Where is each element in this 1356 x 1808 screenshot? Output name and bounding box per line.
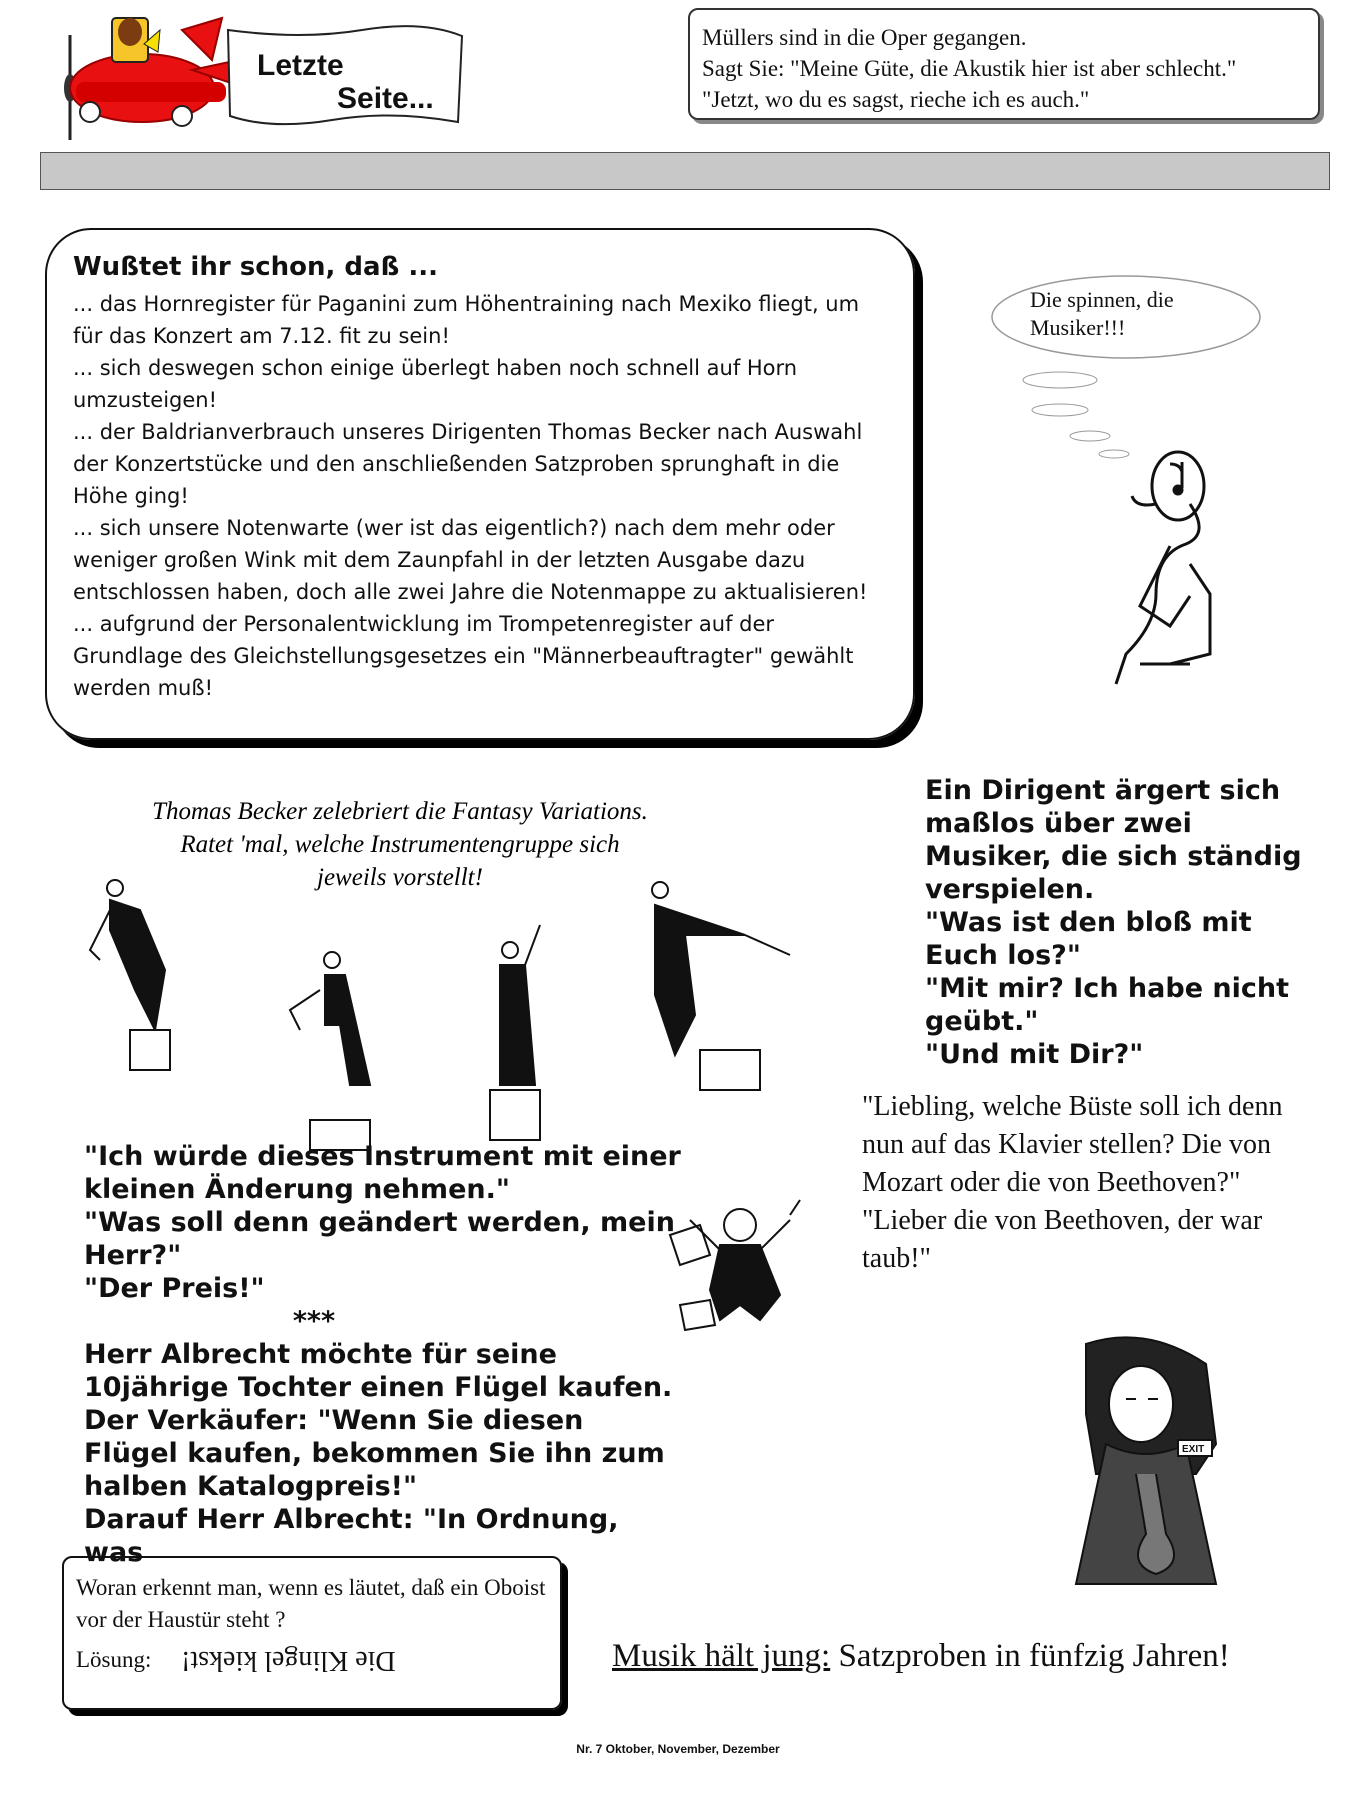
- bust-joke: [862, 1088, 1312, 1278]
- conductor-joke-line: "Was ist den bloß mit Euch los?": [925, 907, 1252, 971]
- oboe-riddle-solution: [76, 1644, 548, 1676]
- jumping-musician-illustration: [660, 1195, 820, 1335]
- conductor-joke-line: Ein Dirigent ärgert sich maßlos über zwei Musiker, die sich ständig verspielen.: [925, 775, 1302, 905]
- banner-title-line2: Seite...: [337, 82, 434, 115]
- conductor-figure-2: [290, 952, 370, 1150]
- joke-line: Herr Albrecht möchte für seine 10jährige Tochter einen Flügel kaufen.: [84, 1339, 673, 1403]
- musik-haelt-jung-rest: Satzproben in fünfzig Jahren!: [830, 1638, 1230, 1674]
- solution-text-upside-down: Die Klingel kiekst!: [181, 1645, 397, 1676]
- plane-banner-logo: [62, 0, 542, 150]
- joke-line: "Ich würde dieses Instrument mit einer kleinen Änderung nehmen.": [84, 1141, 681, 1205]
- thought-bubble-text: Die spinnen, die Musiker!!!: [1030, 287, 1174, 340]
- conductor-figure-1: [90, 880, 170, 1070]
- joke-line: Der Verkäufer: "Wenn Sie diesen Flügel kaufen, bekommen Sie ihn zum halben Katalogpreis!": [84, 1405, 665, 1502]
- caption-line: Thomas Becker zelebriert die Fantasy Variations.: [152, 798, 648, 825]
- did-you-know-box: [45, 228, 915, 740]
- solution-label: Lösung:: [76, 1647, 152, 1672]
- joke-separator: ***: [292, 1306, 336, 1337]
- instrument-jokes: [84, 1140, 684, 1569]
- thought-bubble: [990, 274, 1262, 360]
- conductor-poses-illustration: [70, 880, 840, 1150]
- trumpet-player-illustration: [1066, 1334, 1226, 1594]
- oboe-riddle-question: Woran erkennt man, wenn es läutet, daß ein Oboist vor der Haustür steht ?: [76, 1575, 546, 1632]
- caption-line: Ratet 'mal, welche Instrumentengruppe sich: [180, 831, 620, 858]
- header-divider-bar: [40, 152, 1330, 190]
- caption-line: jeweils vorstellt!: [317, 864, 483, 891]
- musik-haelt-jung-heading: Musik hält jung:: [612, 1638, 831, 1674]
- joke-line: "Was soll denn geändert werden, mein Herr?": [84, 1207, 675, 1271]
- conductor-figure-3: [490, 925, 540, 1140]
- conductor-figure-4: [652, 882, 790, 1090]
- musik-haelt-jung-line: [612, 1638, 1332, 1675]
- opera-joke-line: Sagt Sie: "Meine Güte, die Akustik hier ist aber schlecht.": [702, 56, 1237, 81]
- exit-sign-text: EXIT: [1182, 1444, 1205, 1455]
- opera-joke-line: "Jetzt, wo du es sagst, rieche ich es auch.": [702, 87, 1090, 112]
- issue-footer: Nr. 7 Oktober, November, Dezember: [576, 1742, 780, 1756]
- fact-item: ... sich deswegen schon einige überlegt haben noch schnell auf Horn umzusteigen!: [73, 356, 798, 412]
- banner-title-line1: Letzte: [257, 49, 344, 82]
- fact-item: ... der Baldrianverbrauch unseres Dirigenten Thomas Becker nach Auswahl der Konzertstücke und den anschließenden Satzproben sprunghaft in die Höhe ging!: [73, 420, 863, 508]
- opera-joke-box: [688, 8, 1320, 120]
- joke-line: Darauf Herr Albrecht: "In Ordnung, was: [84, 1504, 619, 1568]
- oboe-riddle-box: [62, 1556, 562, 1710]
- conductor-joke: [925, 774, 1325, 1070]
- bust-joke-line: "Lieber die von Beethoven, der war taub!": [862, 1205, 1263, 1274]
- thinking-musician-illustration: [1020, 364, 1240, 714]
- conductor-joke-line: "Mit mir? Ich habe nicht geübt.": [925, 973, 1290, 1037]
- joke-line: "Der Preis!": [84, 1273, 265, 1304]
- opera-joke-line: Müllers sind in die Oper gegangen.: [702, 25, 1027, 50]
- bust-joke-line: "Liebling, welche Büste soll ich denn nun auf das Klavier stellen? Die von Mozart oder die von Beethoven?": [862, 1091, 1283, 1198]
- did-you-know-title: Wußtet ihr schon, daß ...: [73, 252, 438, 282]
- conductor-joke-line: "Und mit Dir?": [925, 1039, 1144, 1070]
- fact-item: ... sich unsere Notenwarte (wer ist das eigentlich?) nach dem mehr oder weniger großen Wink mit dem Zaunpfahl in der letzten Ausgabe dazu entschlossen haben, doch alle zwei Jahre die Notenmappe zu aktualisieren!: [73, 516, 868, 604]
- fact-item: ... das Hornregister für Paganini zum Höhentraining nach Mexiko fliegt, um für das Konzert am 7.12. fit zu sein!: [73, 292, 860, 348]
- fact-item: ... aufgrund der Personalentwicklung im Trompetenregister auf der Grundlage des Gleichstellungsgesetzes ein "Männerbeauftragter" gewählt werden muß!: [73, 612, 854, 700]
